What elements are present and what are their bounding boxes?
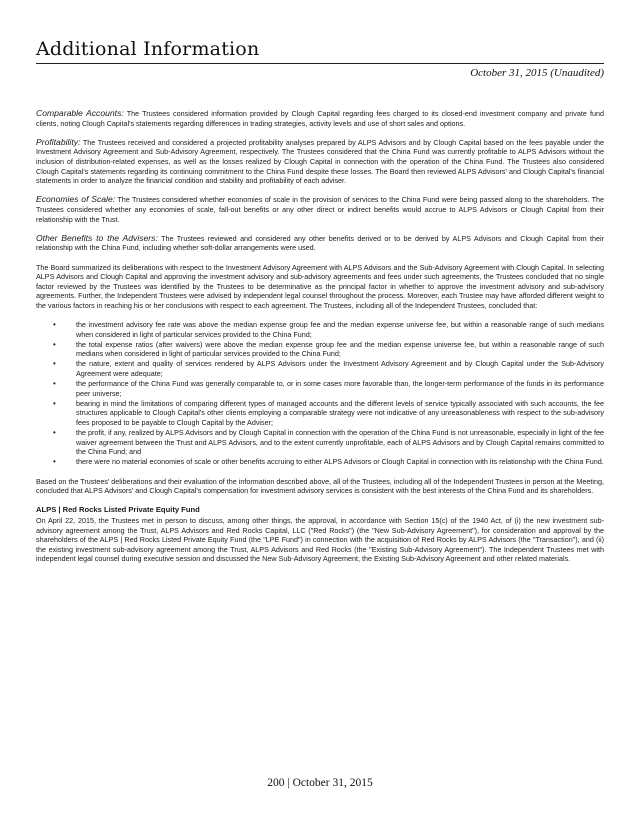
list-item-text: the investment advisory fee rate was above the median expense group fee and the median expense universe fee, but within a reasonable range of such medians when considered in light of particular services provided to the China Fund;	[76, 320, 604, 339]
report-date: October 31, 2015 (Unaudited)	[470, 67, 604, 79]
paragraph-other-benefits	[36, 234, 604, 253]
list-item	[53, 339, 604, 359]
list-item-text: the performance of the China Fund was generally comparable to, or in some cases more favorable than, the longer-term performance of the funds in its performance peer universe;	[76, 379, 604, 398]
paragraph-fund-section: On April 22, 2015, the Trustees met in person to discuss, among other things, the approval, in accordance with Section 15(c) of the 1940 Act, of (i) the new investment sub-advisory agreement among the Trust, ALPS Advisors and Red Rocks Capital, LLC ("Red Rocks") (the "New Sub-Advisory Agreement"), for consideration and approval by the shareholders of the ALPS | Red Rocks Listed Private Equity Fund (the "LPE Fund") in connection with the acquisition of Red Rocks by ALPS Advisors (the "Transaction"), and (ii) the existing investment sub-advisory agreement among the Trust, ALPS Advisors and Red Rocks (the "Existing Sub-Advisory Agreement"). The Independent Trustees met with independent legal counsel during executive session and discussed the New Sub-Advisory Agreement, the Existing Sub-Advisory Agreement and other related materials.	[36, 515, 604, 564]
list-item	[53, 398, 604, 428]
bullet-marker: •	[53, 428, 56, 438]
header-rule	[36, 63, 604, 64]
page-title: Additional Information	[36, 38, 260, 60]
bullet-marker: •	[53, 457, 56, 467]
list-item	[53, 359, 604, 379]
fund-section-heading: ALPS | Red Rocks Listed Private Equity Fund	[36, 505, 200, 515]
bullet-marker: •	[53, 320, 56, 330]
lead-other-benefits: Other Benefits to the Advisers:	[36, 232, 158, 243]
lead-profitability: Profitability:	[36, 136, 81, 147]
bullet-marker: •	[53, 398, 56, 408]
bullet-marker: •	[53, 359, 56, 369]
paragraph-board-summary: The Board summarized its deliberations with respect to the Investment Advisory Agreement with ALPS Advisors and the Sub-Advisory Agreement with Clough Capital. In selecting ALPS Advisors and Clough Capital and approving the investment advisory and sub-advisory agreements and fees under such agreements, the Trustees concluded that no single factor reviewed by the Trustees was identified by the Trustees to be determinative as the principal factor in whether to approve the investment advisory and sub-advisory agreements. Further, the Independent Trustees were advised by independent legal counsel throughout the process. Moreover, each Trustee may have afforded different weight to the various factors in reaching his or her conclusions with respect to each agreement. The Trustees, including all of the Independent Trustees, concluded that:	[36, 262, 604, 310]
text-other-benefits: The Trustees reviewed and considered any other benefits derived or to be derived by ALPS Advisors and Clough Capital from their relationship with the China Fund, including whether soft-dollar arrangements were used.	[36, 233, 604, 253]
list-item-text: there were no material economies of scale or other benefits accruing to either ALPS Advisors or Clough Capital in connection with its relationship with the China Fund.	[76, 457, 604, 467]
list-item-text: the profit, if any, realized by ALPS Advisors and by Clough Capital in connection with the operation of the China Fund is not unreasonable, especially in light of the fee waiver agreement between the Trust and ALPS Advisors, and to the extent currently unprofitable, each of ALPS Advisors and by Clough Capital remains committed to the China Fund; and	[76, 428, 604, 457]
footer-separator: |	[287, 777, 290, 789]
list-item	[53, 379, 604, 398]
lead-economies-of-scale: Economies of Scale:	[36, 194, 116, 205]
list-item-text: bearing in mind the limitations of comparing different types of managed accounts and the different levels of service typically associated with such accounts, the fee structures applicable to Clough Capital's other clients employing a comparable strategy were not indicative of any unreasonableness with respect to the sub-advisory fees proposed to be payable to Clough Capital by the Adviser;	[76, 398, 604, 427]
text-profitability: The Trustees received and considered a projected profitability analyses prepared by ALPS Advisors and by Clough Capital based on the fees payable under the Investment Advisory Agreement and Sub-Advisory Agreement, respectively. The Trustees considered that the China Fund was currently profitable to ALPS Advisors without the inclusion of distribution-related expenses, as well as the losses realized by Clough Capital in connection with the operation of the China Fund. The Trustees also considered Clough Capital's statements regarding its continuing commitment to the China Fund despite these losses. The Board then reviewed ALPS Advisors' and Clough Capital's financial statements in order to analyze the financial condition and stability and profitability of each adviser.	[36, 137, 604, 186]
text-economies-of-scale: The Trustees considered whether economies of scale in the provision of services to the China Fund were being passed along to the shareholders. The Trustees considered whether any economies of scale, fall-out benefits or any other direct or indirect benefits would accrue to ALPS Advisors or Clough Capital from their relationship with the Trust.	[36, 195, 605, 224]
bullet-marker: •	[53, 379, 56, 389]
paragraph-comparable-accounts	[36, 109, 604, 128]
lead-comparable-accounts: Comparable Accounts:	[36, 108, 124, 118]
paragraph-conclusion: Based on the Trustees' deliberations and their evaluation of the information described above, all of the Trustees, including all of the Independent Trustees in person at the Meeting, concluded that ALPS Advisors' and Clough Capital's compensation for investment advisory services is consistent with the best interests of the China Fund and its shareholders.	[36, 476, 604, 496]
body-text	[36, 109, 604, 574]
list-item	[53, 457, 604, 467]
conclusions-list	[36, 320, 604, 467]
footer-date: October 31, 2015	[292, 777, 373, 789]
list-item	[53, 428, 604, 457]
paragraph-profitability	[36, 138, 604, 186]
page-number: 200	[267, 777, 285, 789]
list-item	[53, 320, 604, 339]
text-comparable-accounts: The Trustees considered information provided by Clough Capital regarding fees charged to its closed-end investment company and private fund clients, noting Clough Capital's statements regarding differences in trading strategies, activity levels and use of short sales and options.	[36, 109, 604, 128]
list-item-text: the nature, extent and quality of services rendered by ALPS Advisors under the Investment Advisory Agreement and by Clough Capital under the Sub-Advisory Agreement were adequate;	[76, 359, 604, 379]
page-footer	[0, 777, 640, 789]
bullet-marker: •	[53, 339, 56, 349]
list-item-text: the total expense ratios (after waivers) were above the median expense group fee and the median expense universe fee, but within a reasonable range of such medians when considered in light of particular services provided to the China Fund;	[76, 339, 604, 359]
paragraph-economies-of-scale	[36, 195, 604, 224]
